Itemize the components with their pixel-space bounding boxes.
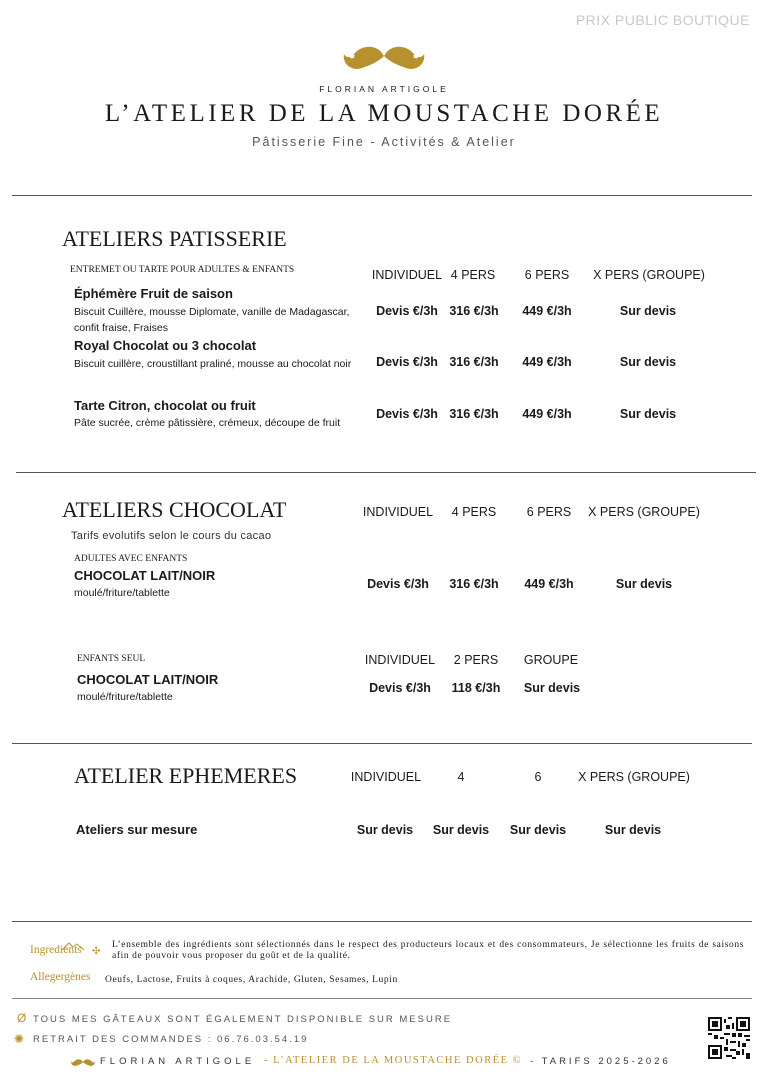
allergens-label: Allegergènes [30,971,91,983]
price-4pers: 316 €/3h [449,577,499,591]
qr-code-icon [708,1017,750,1059]
ephemeres-item-name: Ateliers sur mesure [76,822,198,837]
patisserie-col-4pers: 4 PERS [450,268,496,282]
chocolat-kids-item-desc: moulé/friture/tablette [77,691,173,703]
divider-chocolat [12,743,752,744]
patisserie-col-group: X PERS (GROUPE) [593,268,705,282]
ingredients-star-icon: ✣ [92,946,101,957]
chocolat-kids-label: ENFANTS SEUL [77,654,146,664]
price-6: Sur devis [509,823,567,837]
section-title-chocolat: ATELIERS CHOCOLAT [62,497,287,522]
chocolat-kids-item-name: CHOCOLAT LAIT/NOIR [77,672,219,687]
price-4pers: 316 €/3h [449,304,499,318]
brand-title: L’ATELIER DE LA MOUSTACHE DORÉE [104,100,664,127]
brand-signature: FLORIAN ARTIGOLE [319,84,449,94]
diameter-icon: Ø [17,1011,27,1025]
bottom-tarifs: - TARIFS 2025-2026 [530,1056,671,1067]
footer-line-phone: RETRAIT DES COMMANDES : 06.76.03.54.19 [33,1034,309,1045]
divider-ephemeres [12,921,752,922]
ephemeres-col-6: 6 [534,770,542,784]
section-title-ephemeres: ATELIER EPHEMERES [74,763,298,788]
price-group: Sur devis [619,407,677,421]
price-group: Sur devis [615,577,673,591]
chocolat-col-individuel: INDIVIDUEL [362,505,434,519]
price-4pers: 316 €/3h [449,407,499,421]
ingredients-label: Ingredients [30,944,82,956]
price-6pers: 449 €/3h [522,407,572,421]
moustache-logo-icon [340,42,428,76]
price-2pers: 118 €/3h [451,681,501,695]
price-6pers: 449 €/3h [522,304,572,318]
price-4: Sur devis [432,823,490,837]
ingredients-mountain-icon [62,937,84,955]
divider-patisserie [16,472,756,473]
price-individuel: Devis €/3h [369,681,431,695]
price-individuel: Devis €/3h [376,407,438,421]
patisserie-item-desc: Biscuit cuillère, croustillant praliné, mousse au chocolat noir [74,358,352,370]
chocolat-col-4pers: 4 PERS [451,505,497,519]
patisserie-item-name: Royal Chocolat ou 3 chocolat [74,338,257,353]
small-moustache-icon [70,1055,96,1073]
chocolat-adult-item-name: CHOCOLAT LAIT/NOIR [74,568,216,583]
price-6pers: 449 €/3h [522,355,572,369]
section-title-patisserie: ATELIERS PATISSERIE [62,226,287,251]
patisserie-col-6pers: 6 PERS [524,268,570,282]
patisserie-subtitle: ENTREMET OU TARTE POUR ADULTES & ENFANTS [70,265,295,275]
ephemeres-col-group: X PERS (GROUPE) [578,770,690,784]
price-group: Sur devis [604,823,662,837]
price-individuel: Sur devis [356,823,414,837]
patisserie-item-name: Éphémère Fruit de saison [74,286,233,301]
ingredients-text: L’ensemble des ingrédients sont sélectionnés dans le respect des producteurs locaux et des consommateurs, Je sélectionne les fruits de saisons afin de pouvoir vous proposer du goût et de la qualité. [112,940,744,961]
divider-top [12,195,752,196]
brand-subtitle: Pâtisserie Fine - Activités & Atelier [252,135,516,149]
kids-col-individuel: INDIVIDUEL [364,653,436,667]
price-group: Sur devis [619,304,677,318]
price-individuel: Devis €/3h [376,355,438,369]
allergens-text: Oeufs, Lactose, Fruits à coques, Arachide, Gluten, Sesames, Lupin [105,975,398,985]
footer-line-custom: TOUS MES GÂTEAUX SONT ÉGALEMENT DISPONIBLE SUR MESURE [33,1014,453,1025]
price-4pers: 316 €/3h [449,355,499,369]
bottom-signature: FLORIAN ARTIGOLE [100,1056,256,1067]
chocolat-adult-item-desc: moulé/friture/tablette [74,587,170,599]
ephemeres-col-individuel: INDIVIDUEL [350,770,422,784]
corner-label: PRIX PUBLIC BOUTIQUE [575,12,750,28]
price-groupe: Sur devis [523,681,581,695]
patisserie-col-individuel: INDIVIDUEL [371,268,443,282]
sparkle-icon: ✺ [14,1032,25,1046]
patisserie-item-desc: Biscuit Cuillère, mousse Diplomate, vanille de Madagascar, confit fraise, Fraises [74,306,350,334]
bottom-brand: - L’ATELIER DE LA MOUSTACHE DORÉE © [264,1055,523,1066]
chocolat-col-group: X PERS (GROUPE) [588,505,700,519]
ephemeres-col-4: 4 [457,770,465,784]
divider-footer [12,998,752,999]
kids-col-groupe: GROUPE [523,653,579,667]
price-6pers: 449 €/3h [524,577,574,591]
price-group: Sur devis [619,355,677,369]
price-individuel: Devis €/3h [376,304,438,318]
patisserie-item-desc: Pâte sucrée, crème pâtissière, crémeux, découpe de fruit [74,417,341,429]
chocolat-adult-label: ADULTES AVEC ENFANTS [74,554,188,564]
patisserie-item-name: Tarte Citron, chocolat ou fruit [74,398,256,413]
kids-col-2pers: 2 PERS [453,653,499,667]
price-individuel: Devis €/3h [367,577,429,591]
chocolat-col-6pers: 6 PERS [526,505,572,519]
chocolat-note: Tarifs evolutifs selon le cours du cacao [71,530,272,542]
